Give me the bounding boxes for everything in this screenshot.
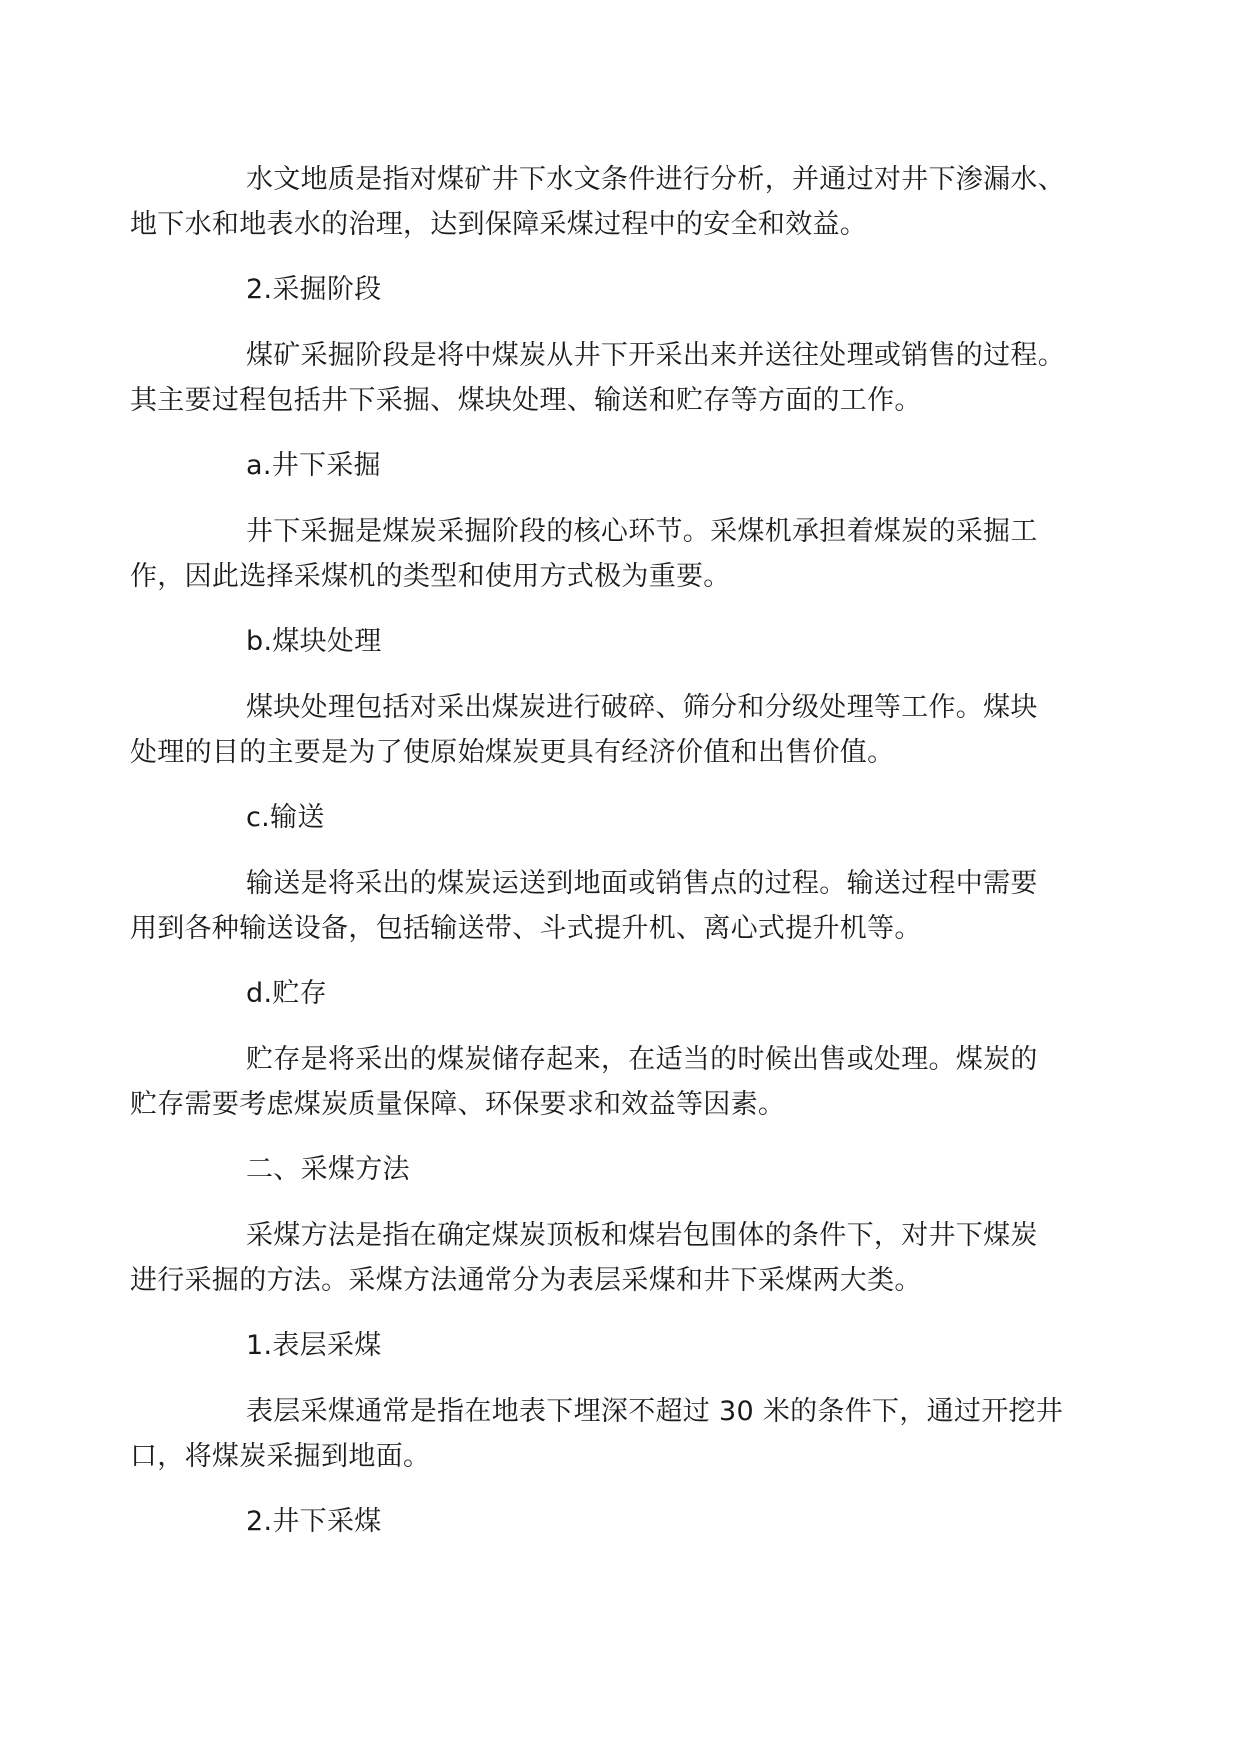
paragraph-line: 水文地质是指对煤矿井下水文条件进行分析，并通过对井下渗漏水、	[246, 164, 1065, 195]
paragraph-hydrogeology	[130, 157, 1065, 247]
paragraph-line: 处理的目的主要是为了使原始煤炭更具有经济价值和出售价值。	[130, 737, 895, 768]
section-heading-coal-processing: b.煤块处理	[246, 626, 382, 657]
paragraph-underground-mining	[130, 509, 1058, 599]
paragraph-mining-methods	[130, 1213, 1058, 1303]
paragraph-line: 煤矿采掘阶段是将中煤炭从井下开采出来并送往处理或销售的过程。	[246, 340, 1065, 371]
paragraph-line: 地下水和地表水的治理，达到保障采煤过程中的安全和效益。	[130, 209, 868, 240]
paragraph-line: 表层采煤通常是指在地表下埋深不超过 30 米的条件下，通过开挖井	[246, 1396, 1064, 1427]
paragraph-line: 输送是将采出的煤炭运送到地面或销售点的过程。输送过程中需要	[246, 868, 1038, 899]
paragraph-storage	[130, 1037, 1058, 1127]
section-heading-conveying: c.输送	[246, 802, 325, 833]
paragraph-line: 煤块处理包括对采出煤炭进行破碎、筛分和分级处理等工作。煤块	[246, 692, 1038, 723]
section-heading-underground-coal-mining: 2.井下采煤	[246, 1506, 382, 1537]
paragraph-line: 采煤方法是指在确定煤炭顶板和煤岩包围体的条件下，对井下煤炭	[246, 1220, 1038, 1251]
section-heading-storage: d.贮存	[246, 978, 327, 1009]
document-body	[130, 157, 1065, 1565]
section-heading-mining-stage: 2.采掘阶段	[246, 274, 382, 305]
section-heading-mining-methods: 二、采煤方法	[246, 1154, 410, 1185]
paragraph-line: 作，因此选择采煤机的类型和使用方式极为重要。	[130, 561, 731, 592]
paragraph-line: 进行采掘的方法。采煤方法通常分为表层采煤和井下采煤两大类。	[130, 1265, 922, 1296]
section-heading-underground-mining: a.井下采掘	[246, 450, 381, 481]
paragraph-conveying	[130, 861, 1058, 951]
section-heading-surface-mining: 1.表层采煤	[246, 1330, 382, 1361]
paragraph-line: 用到各种输送设备，包括输送带、斗式提升机、离心式提升机等。	[130, 913, 922, 944]
paragraph-coal-processing	[130, 685, 1058, 775]
paragraph-line: 井下采掘是煤炭采掘阶段的核心环节。采煤机承担着煤炭的采掘工	[246, 516, 1038, 547]
paragraph-mining-stage	[130, 333, 1065, 423]
paragraph-line: 口，将煤炭采掘到地面。	[130, 1441, 431, 1472]
paragraph-line: 其主要过程包括井下采掘、煤块处理、输送和贮存等方面的工作。	[130, 385, 922, 416]
paragraph-surface-mining	[130, 1389, 1064, 1479]
paragraph-line: 贮存需要考虑煤炭质量保障、环保要求和效益等因素。	[130, 1089, 786, 1120]
paragraph-line: 贮存是将采出的煤炭储存起来，在适当的时候出售或处理。煤炭的	[246, 1044, 1038, 1075]
